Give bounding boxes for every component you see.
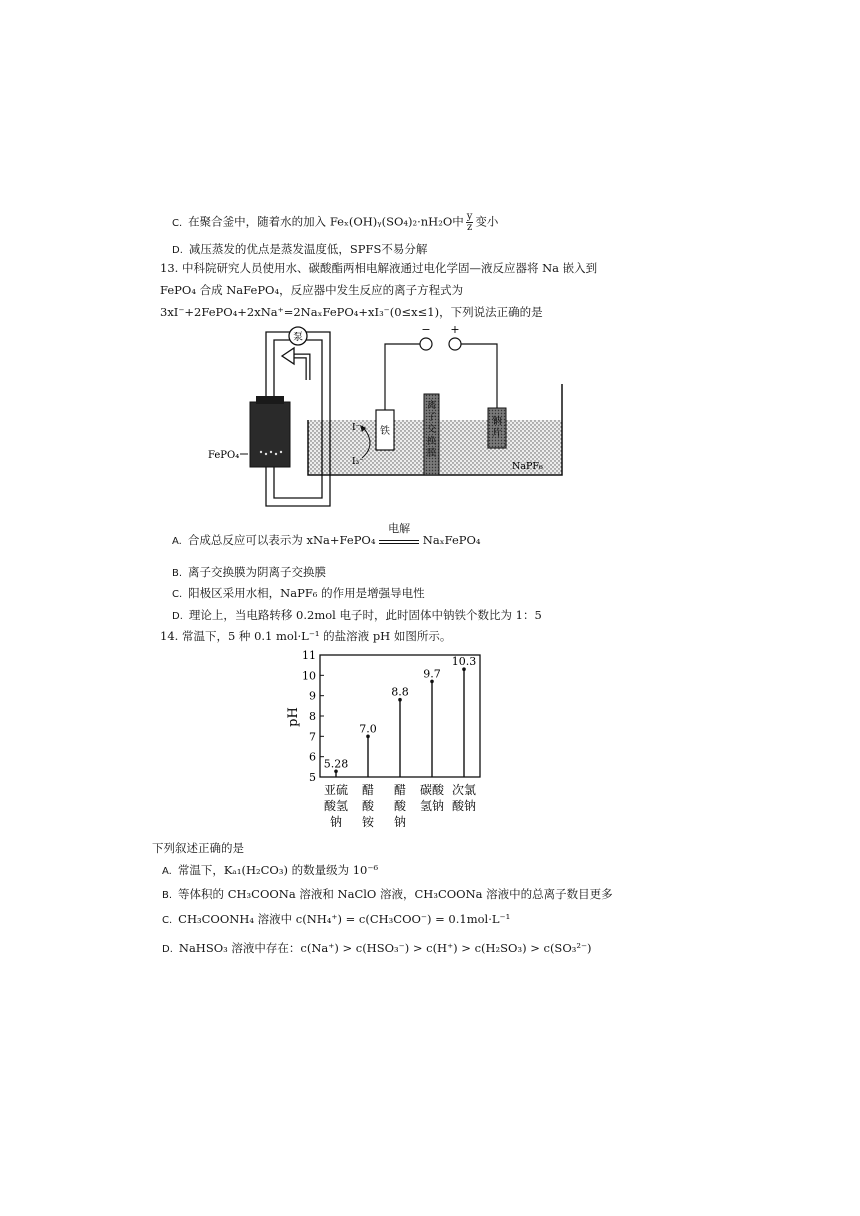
q13-option-d	[172, 607, 542, 625]
y-tick-label: 9	[309, 689, 316, 703]
question-number: 13.	[160, 261, 179, 275]
option-text: 减压蒸发的优点是蒸发温度低，SPFS不易分解	[188, 242, 428, 256]
option-text: 离子交换膜为阴离子交换膜	[188, 565, 327, 579]
q14-option-b	[162, 886, 613, 904]
pump-label: 泵	[293, 332, 303, 343]
sodium-label: 钠片	[492, 416, 502, 439]
option-letter: B.	[162, 890, 173, 901]
q14-option-a	[162, 862, 378, 880]
category-label: 次氯酸钠	[451, 783, 477, 813]
option-text: 合成总反应可以表示为 xNa+FePO₄	[187, 533, 376, 547]
positive-sign: +	[450, 323, 460, 336]
iron-label: 铁	[380, 426, 390, 437]
positive-terminal-icon	[449, 338, 461, 350]
category-label: 亚硫酸氢钠	[323, 783, 349, 829]
option-letter: A.	[162, 866, 172, 877]
y-tick-label: 8	[309, 710, 316, 723]
q13-equation: 3xI⁻+2FePO₄+2xNa⁺=2NaₓFePO₄+xI₃⁻(0≤x≤1)，下列说法正确的是	[160, 305, 543, 319]
data-label: 7.0	[359, 722, 377, 736]
option-text: 常温下，Kₐ₁(H₂CO₃) 的数量级为 10⁻⁶	[177, 863, 379, 877]
option-text: 理论上，当电路转移 0.2mol 电子时，此时固体中钠铁个数比为 1：5	[188, 608, 542, 622]
data-label: 8.8	[391, 685, 409, 699]
negative-sign: −	[421, 323, 431, 336]
membrane-label: 离子交换膜	[426, 400, 437, 459]
question-number: 14.	[160, 629, 179, 643]
y-tick-label: 7	[309, 730, 316, 744]
option-text: NaHSO₃ 溶液中存在：c(Na⁺) > c(HSO₃⁻) > c(H⁺) > c(H₂SO₃) > c(SO₃²⁻)	[178, 941, 592, 955]
q14-stem	[160, 628, 451, 644]
option-text: CH₃COONH₄ 溶液中 c(NH₄⁺) = c(CH₃COO⁻) = 0.1mol·L⁻¹	[178, 912, 511, 926]
option-text: 变小	[475, 214, 499, 229]
category-label: 醋酸铵	[361, 783, 375, 829]
q13-option-a	[172, 522, 481, 550]
option-letter: C.	[172, 217, 183, 229]
fepo4-vessel	[250, 402, 290, 467]
y-tick-label: 6	[309, 750, 316, 764]
option-text: 等体积的 CH₃COONa 溶液和 NaClO 溶液，CH₃COONa 溶液中的总离子数目更多	[178, 887, 613, 901]
category-label: 醋酸钠	[393, 783, 407, 829]
option-letter: B.	[172, 568, 183, 579]
option-letter: D.	[172, 611, 183, 622]
reaction-arrow	[379, 522, 419, 544]
q13-option-c	[172, 585, 425, 603]
option-text: 中	[452, 214, 464, 229]
option-letter: D.	[162, 944, 173, 955]
q12-option-c	[172, 212, 498, 233]
data-label: 9.7	[423, 667, 441, 681]
reaction-product: NaₓFePO₄	[422, 533, 481, 547]
option-text: 在聚合釜中，随着水的加入	[188, 214, 327, 229]
q13-stem-line2: FePO₄ 合成 NaFePO₄，反应器中发生反应的离子方程式为	[160, 283, 464, 297]
option-letter: C.	[162, 915, 173, 926]
y-tick-label: 5	[309, 771, 316, 784]
stem-text: 常温下，5 种 0.1 mol·L⁻¹ 的盐溶液 pH 如图所示。	[181, 629, 452, 643]
data-label: 10.3	[451, 655, 477, 669]
triiodide-label: I₃⁻	[352, 457, 364, 467]
category-label: 碳酸氢钠	[419, 783, 445, 813]
iodide-label: I⁻	[352, 423, 361, 433]
q12-option-d	[172, 241, 427, 259]
option-letter: A.	[172, 536, 182, 547]
q14-option-c	[162, 911, 510, 929]
option-letter: C.	[172, 589, 183, 600]
q14-option-d	[162, 940, 592, 958]
fraction: $\frac{y}{z}$	[466, 211, 473, 233]
option-text: 阳极区采用水相，NaPF₆ 的作用是增强导电性	[188, 586, 425, 600]
q13-stem-line1	[160, 260, 597, 276]
q14-lead: 下列叙述正确的是	[152, 841, 244, 855]
reaction-condition: 电解	[388, 522, 411, 535]
negative-terminal-icon	[420, 338, 432, 350]
formula: Feₓ(OH)ᵧ(SO₄)₂·nH₂O	[329, 214, 453, 229]
fepo4-label: FePO₄	[208, 450, 240, 461]
q13-option-b	[172, 564, 326, 582]
data-label: 5.28	[323, 757, 349, 771]
y-axis-label: pH	[286, 707, 301, 727]
electrochemical-reactor-diagram	[200, 322, 580, 522]
stem-text: 中科院研究人员使用水、碳酸酯两相电解液通过电化学固—液反应器将 Na 嵌入到	[181, 261, 598, 275]
option-letter: D.	[172, 245, 183, 256]
y-tick-label: 10	[302, 669, 316, 683]
y-tick-label: 11	[302, 649, 316, 662]
ph-bar-chart	[280, 645, 490, 837]
electrolyte-label: NaPF₆	[512, 461, 543, 472]
